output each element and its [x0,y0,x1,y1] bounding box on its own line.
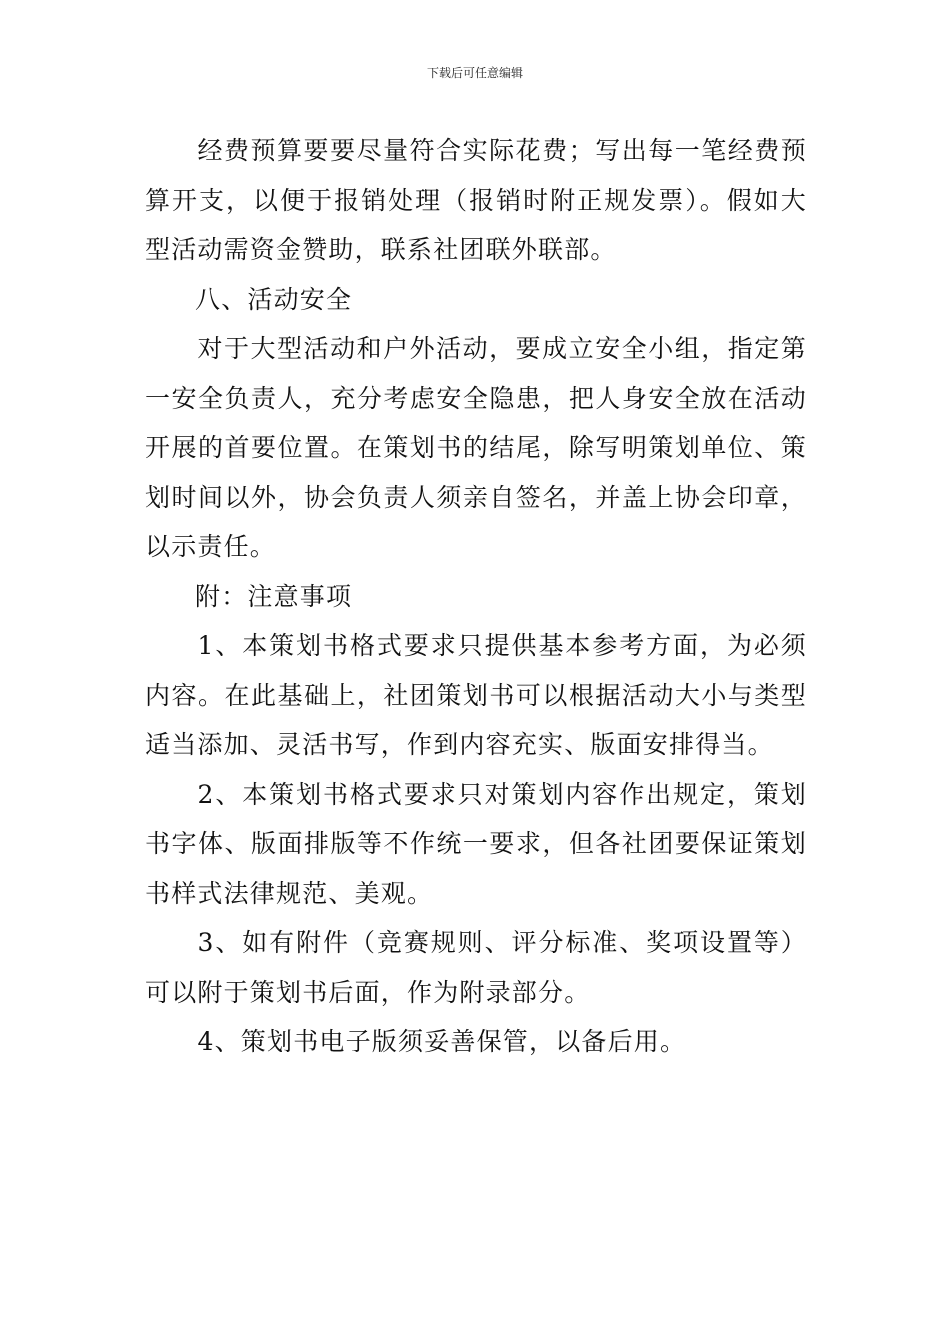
section-heading-activity-safety: 八、活动安全 [195,284,353,314]
page-header-note: 下载后可任意编辑 [426,66,523,80]
note-item-3: 3、如有附件（竞赛规则、评分标准、奖项设置等）可以附于策划书后面，作为附录部分。 [145,928,807,1007]
paragraph-budget: 经费预算要要尽量符合实际花费；写出每一笔经费预算开支，以便于报销处理（报销时附正规发票）。假如大型活动需资金赞助，联系社团联外联部。 [145,136,807,264]
note-item-4: 4、策划书电子版须妥善保管，以备后用。 [197,1027,687,1056]
document-body [145,126,807,1067]
section-heading-notes: 附：注意事项 [195,581,353,611]
note-item-2: 2、本策划书格式要求只对策划内容作出规定，策划书字体、版面排版等不作统一要求，但各社团要保证策划书样式法律规范、美观。 [145,779,807,908]
paragraph-safety: 对于大型活动和户外活动，要成立安全小组，指定第一安全负责人，充分考虑安全隐患，把人身安全放在活动开展的首要位置。在策划书的结尾，除写明策划单位、策划时间以外，协会负责人须亲自签名，并盖上协会印章，以示责任。 [145,334,807,561]
note-item-1: 1、本策划书格式要求只提供基本参考方面，为必须内容。在此基础上，社团策划书可以根据活动大小与类型适当添加、灵活书写，作到内容充实、版面安排得当。 [145,631,807,759]
